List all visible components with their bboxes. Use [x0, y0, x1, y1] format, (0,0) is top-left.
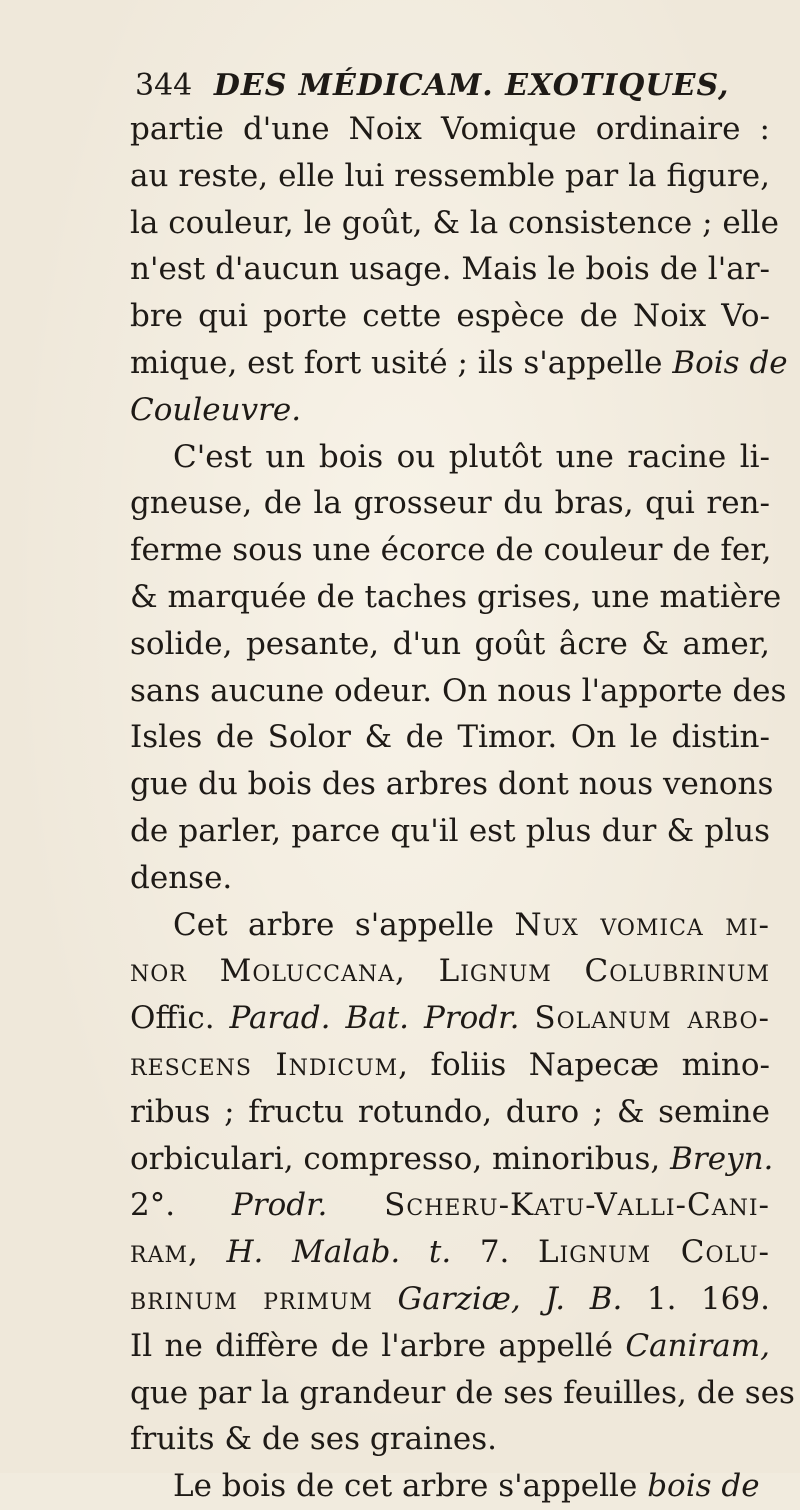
text-segment: Parad. Bat. Prodr.	[229, 1000, 520, 1037]
text-segment: Le bois de cet arbre s'appelle	[173, 1468, 648, 1505]
text-segment: H. Malab. t.	[226, 1234, 452, 1271]
text-line	[130, 1323, 770, 1370]
text-line	[130, 1182, 770, 1229]
text-segment: 1. 169.	[622, 1280, 770, 1317]
text-line	[130, 434, 770, 481]
text-segment: Breyn.	[670, 1140, 774, 1177]
text-line	[130, 855, 770, 902]
text-segment: ribus ; fructu rotundo, duro ; & semine	[130, 1093, 770, 1130]
text-line	[130, 1136, 774, 1183]
text-line	[130, 714, 770, 761]
page-body	[130, 106, 795, 1510]
text-segment: Isles de Solor & de Timor. On le distin-	[130, 719, 770, 756]
running-header	[135, 64, 755, 108]
text-segment: dense.	[130, 859, 233, 896]
text-line	[130, 293, 770, 340]
text-segment: Lignum Colu-	[538, 1234, 770, 1271]
text-segment: au reste, elle lui ressemble par la figure,	[130, 157, 770, 194]
text-segment: partie d'une Noix Vomique ordinaire :	[130, 111, 770, 147]
text-segment: gue du bois des arbres dont nous venons	[130, 766, 774, 803]
text-segment: solide, pesante, d'un goût âcre & amer,	[130, 625, 770, 662]
text-segment: Solanum arbo-	[534, 1000, 770, 1037]
text-segment: gneuse, de la grosseur du bras, qui ren-	[130, 485, 770, 522]
text-segment: de parler, parce qu'il est plus dur & plus	[130, 812, 770, 849]
text-segment: la couleur, le goût, & la consistence ; elle	[130, 204, 779, 241]
text-segment: ferme sous une écorce de couleur de fer,	[130, 532, 772, 569]
text-segment	[519, 1000, 534, 1036]
text-segment: Caniram,	[625, 1327, 770, 1364]
text-segment: fruits & de ses graines.	[130, 1421, 498, 1458]
text-segment: sans aucune odeur. On nous l'apporte des	[130, 672, 787, 709]
text-line	[130, 200, 779, 247]
text-line	[130, 902, 770, 949]
text-segment: bre qui porte cette espèce de Noix Vo-	[130, 298, 770, 335]
text-segment: nor Moluccana, Lignum Colubrinum	[130, 953, 770, 990]
text-segment: Nux vomica mi-	[514, 906, 770, 943]
text-line	[130, 1042, 770, 1089]
text-line	[130, 808, 770, 855]
text-line	[130, 995, 770, 1042]
running-title: DES MÉDICAM. EXOTIQUES,	[213, 68, 730, 103]
text-segment: n'est d'aucun usage. Mais le bois de l'ar-	[130, 251, 770, 288]
text-segment: Scheru-Katu-Valli-Cani-	[384, 1187, 771, 1224]
text-line	[130, 1089, 770, 1136]
text-line	[130, 1276, 770, 1323]
text-line	[130, 153, 770, 200]
text-segment: & marquée de taches grises, une matière	[130, 578, 782, 615]
text-line	[130, 1463, 770, 1510]
text-segment: que par la grandeur de ses feuilles, de ses	[130, 1374, 795, 1411]
text-segment: 2°.	[130, 1187, 232, 1224]
text-line	[130, 480, 770, 527]
text-segment: orbiculari, compresso, minoribus,	[130, 1140, 671, 1177]
text-segment: Bois de	[672, 344, 788, 381]
text-line	[130, 1229, 770, 1276]
text-segment: , foliis Napecæ mino-	[398, 1046, 770, 1083]
text-segment: Garziæ, J. B.	[397, 1280, 623, 1317]
text-segment	[327, 1187, 384, 1223]
text-line	[130, 340, 788, 387]
text-line	[130, 1416, 770, 1463]
text-segment: mique, est fort usité ; ils s'appelle	[130, 344, 673, 381]
text-segment: Cet arbre s'appelle	[173, 906, 515, 943]
text-segment: 7.	[451, 1234, 539, 1271]
text-line	[130, 106, 770, 153]
text-segment: C'est un bois ou plutôt une racine li-	[173, 438, 770, 475]
text-line	[130, 574, 782, 621]
text-segment: Offic.	[130, 1000, 230, 1037]
text-line	[130, 668, 787, 715]
text-segment: bois de	[647, 1468, 760, 1505]
page-number: 344	[135, 68, 193, 103]
text-segment: ,	[187, 1234, 227, 1271]
text-line	[130, 1370, 795, 1417]
text-line	[130, 527, 770, 574]
text-line	[130, 948, 770, 995]
text-segment: ram	[130, 1234, 188, 1271]
text-segment: Prodr.	[231, 1187, 328, 1224]
text-segment: Il ne diffère de l'arbre appellé	[130, 1327, 626, 1364]
text-line	[130, 761, 774, 808]
text-segment: brinum primum	[130, 1280, 373, 1317]
text-segment: rescens Indicum	[130, 1046, 399, 1083]
text-segment	[373, 1281, 398, 1317]
text-line	[130, 387, 770, 434]
text-segment: Couleuvre.	[130, 391, 302, 428]
text-line	[130, 246, 770, 293]
text-line	[130, 621, 770, 668]
